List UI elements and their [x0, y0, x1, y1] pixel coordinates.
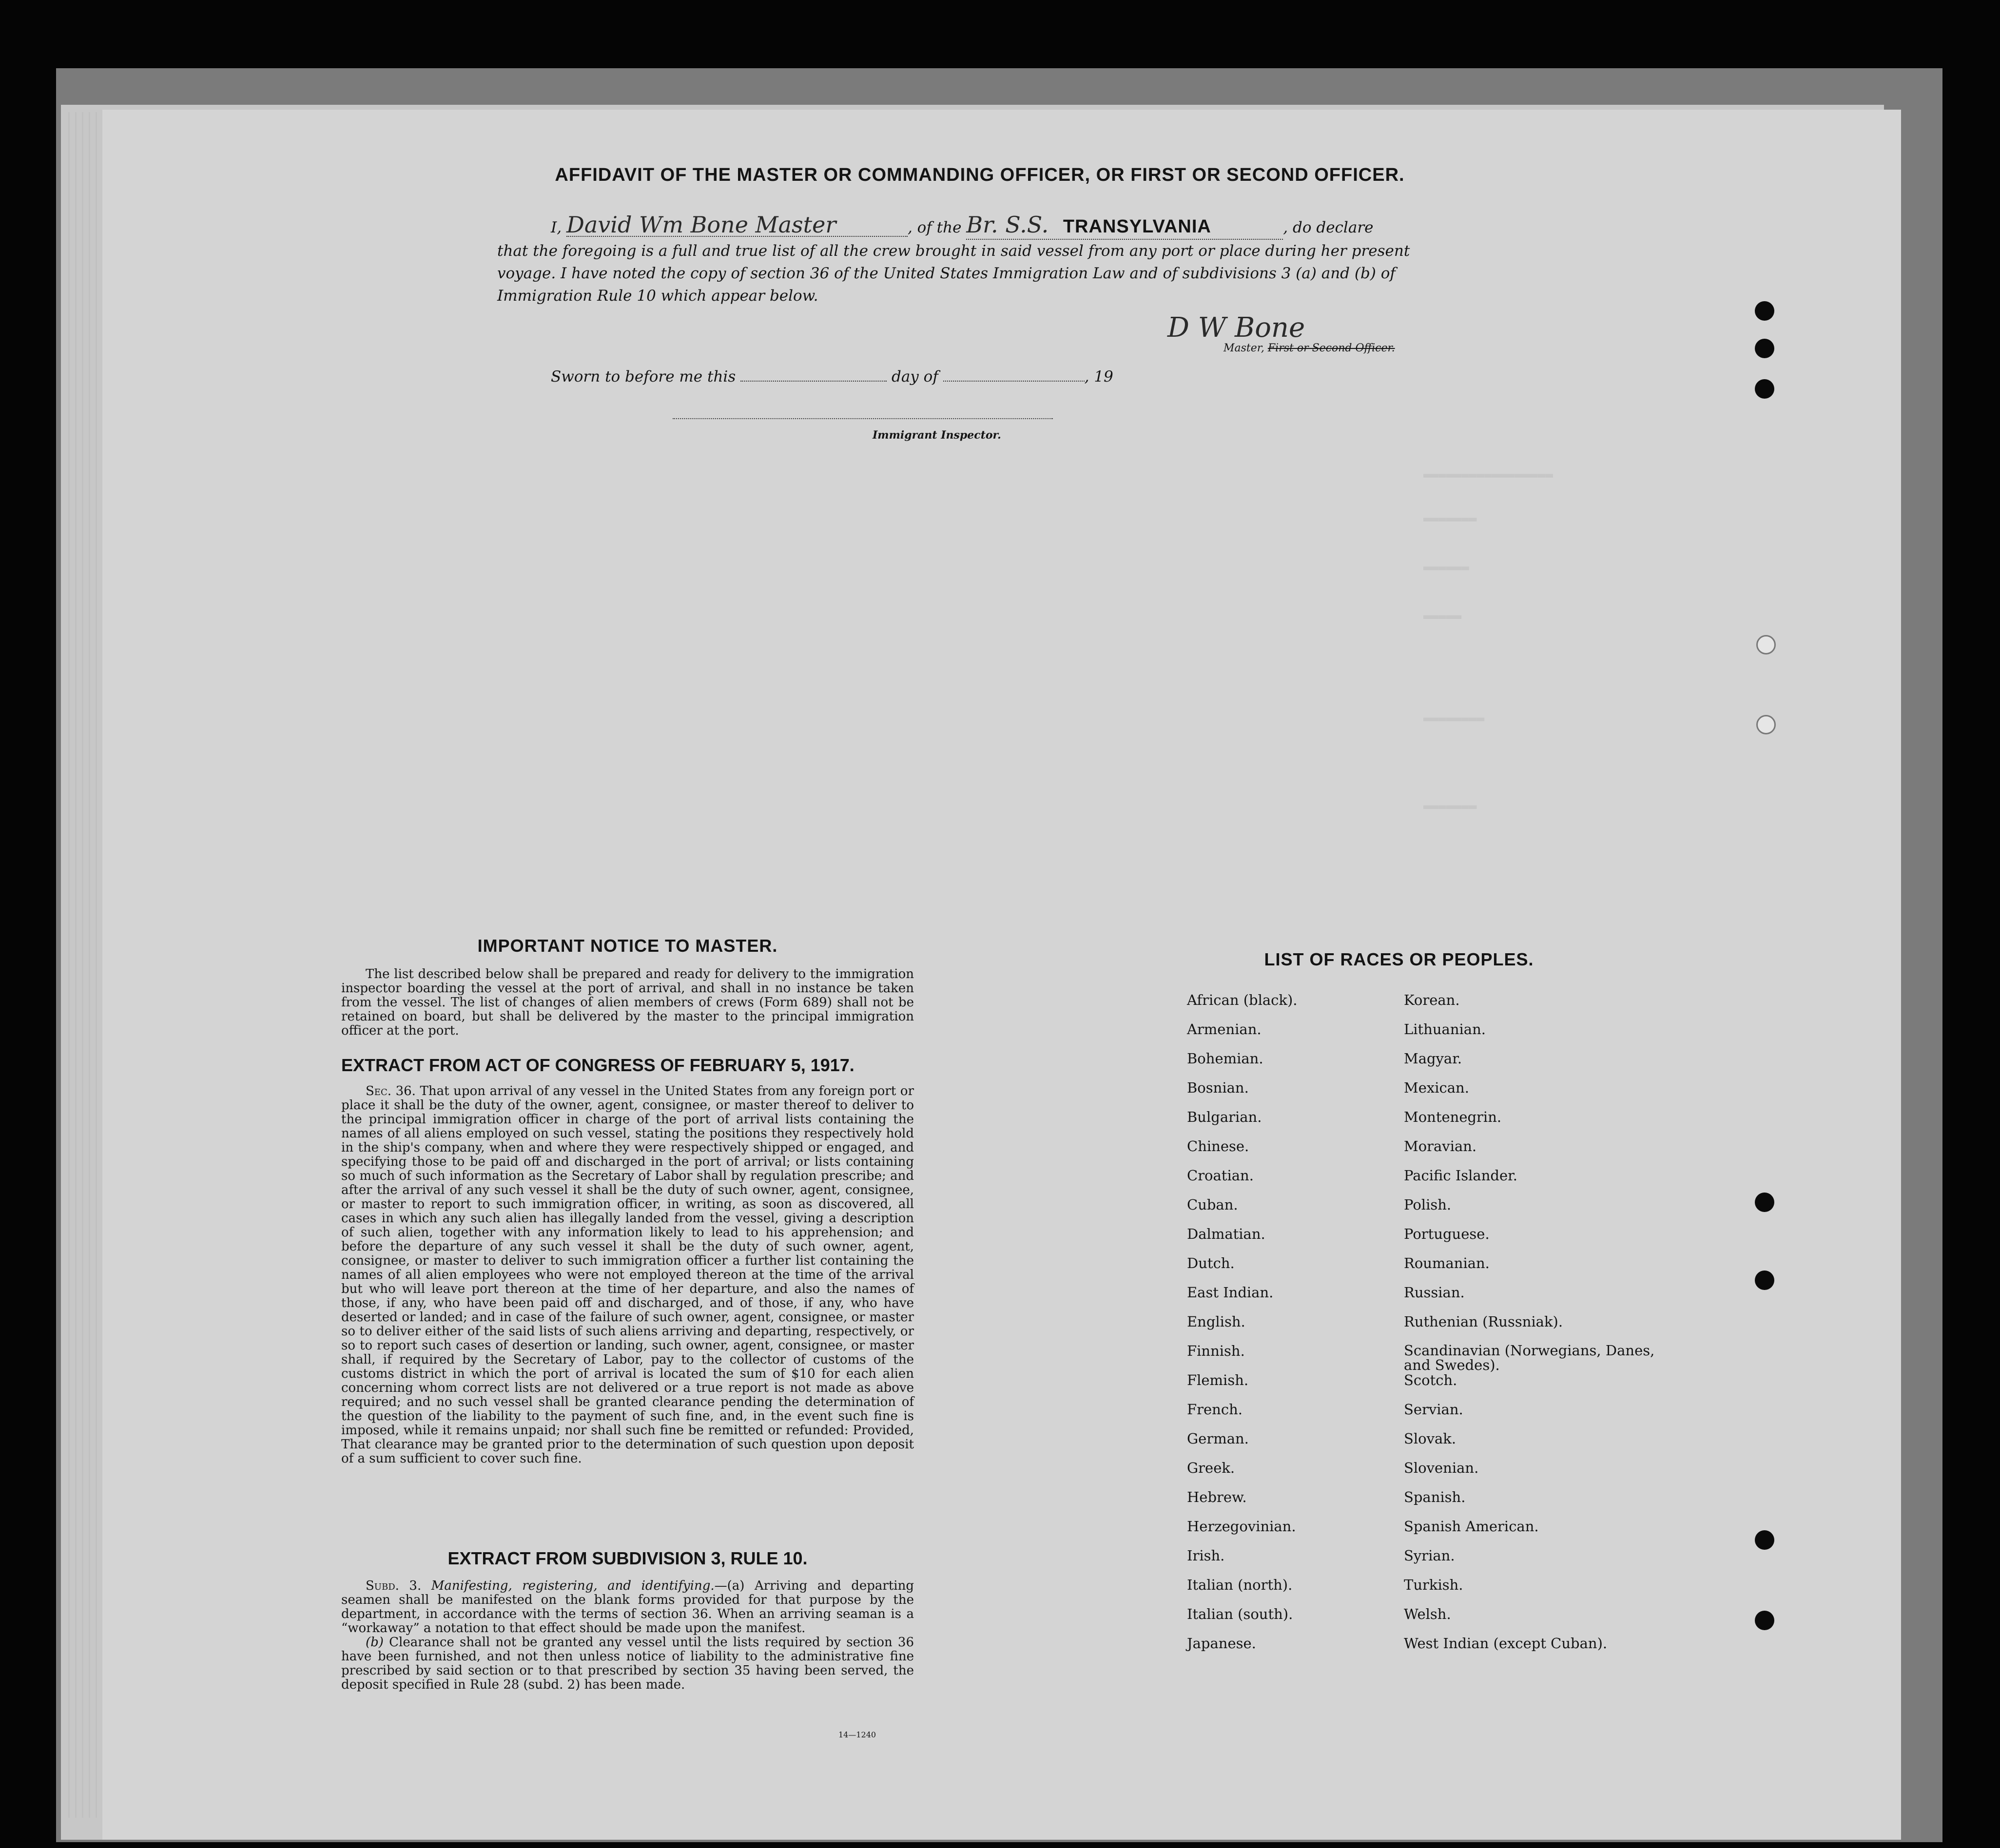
declarant-name-field: David Wm Bone Master	[566, 213, 908, 237]
ruled-edge-strips	[68, 112, 102, 1818]
punch-hole	[1755, 1193, 1774, 1212]
declaration-line	[497, 213, 1472, 240]
subd-heading: Manifesting, registering, and identifying.	[431, 1578, 715, 1593]
race-item: Pacific Islander.	[1404, 1167, 1518, 1184]
punch-hole	[1755, 1611, 1774, 1630]
bleed-through-text: ▬▬▬▬▬▬▬▬▬▬▬▬▬▬▬▬▬	[1423, 468, 1553, 482]
race-item: Roumanian.	[1404, 1255, 1490, 1271]
part-b-label: (b)	[366, 1635, 384, 1650]
day-of-label: day of	[891, 368, 938, 385]
punch-hole	[1755, 301, 1774, 321]
affidavit-title: AFFIDAVIT OF THE MASTER OR COMMANDING OFFICER, OR FIRST OR SECOND OFFICER.	[555, 165, 1405, 185]
notice-body: The list described below shall be prepared and ready for delivery to the immigration inspector boarding the vessel at the port of arrival, and shall in no instance be taken from the vessel. The list of changes of alien members of crews (Form 689) shall not be retained on board, but shall be delivered by the master to the principal immigration officer at the port.	[341, 967, 914, 1038]
race-item: Montenegrin.	[1404, 1109, 1502, 1125]
races-left-column	[1187, 992, 1392, 1665]
bleed-through-text: ▬▬▬▬▬▬	[1423, 560, 1469, 575]
race-item: Hebrew.	[1187, 1489, 1247, 1505]
race-item: Magyar.	[1404, 1050, 1462, 1067]
bleed-through-text: ▬▬▬▬▬▬▬▬	[1423, 712, 1485, 726]
year-prefix: , 19	[1084, 368, 1113, 385]
section-label: Sec. 36.	[366, 1084, 416, 1098]
punch-hole	[1756, 635, 1776, 654]
race-item: Russian.	[1404, 1284, 1465, 1301]
race-item: Syrian.	[1404, 1547, 1455, 1564]
declaration-body: that the foregoing is a full and true list of all the crew brought in said vessel from any port or place during her present voyage. I have noted the copy of section 36 of the United States Immigration Law and of subdivisions 3 (a) and (b) of Immigration Rule 10 which appear below.	[497, 242, 1410, 305]
of-the-label: , of the	[907, 219, 962, 236]
race-item: Japanese.	[1187, 1635, 1256, 1652]
subdivision-part-b	[341, 1636, 914, 1692]
race-item: Spanish.	[1404, 1489, 1466, 1505]
race-item: English.	[1187, 1313, 1245, 1330]
races-title: LIST OF RACES OR PEOPLES.	[1264, 949, 1534, 969]
vessel-type-handwritten: Br. S.S.	[966, 212, 1049, 238]
punch-hole	[1755, 1270, 1774, 1290]
race-item: Scotch.	[1404, 1372, 1457, 1388]
race-item: East Indian.	[1187, 1284, 1274, 1301]
race-item: Chinese.	[1187, 1138, 1249, 1155]
bleed-through-text: ▬▬▬▬▬	[1423, 609, 1462, 624]
notice-title: IMPORTANT NOTICE TO MASTER.	[477, 936, 778, 956]
race-item: Bulgarian.	[1187, 1109, 1262, 1125]
form-number: 14—1240	[838, 1730, 876, 1739]
subd-label: Subd. 3.	[366, 1578, 422, 1593]
affidavit-statement	[497, 213, 1472, 307]
race-item: Finnish.	[1187, 1343, 1245, 1359]
race-item: Turkish.	[1404, 1577, 1463, 1593]
race-item: Mexican.	[1404, 1079, 1469, 1096]
subd-part-b: Clearance shall not be granted any vessel until the lists required by section 36 have been furnished, and not then unless notice of liability to the administrative fine prescribed by said section or to that prescribed by section 35 having been served, the deposit specified in Rule 28 (subd. 2) has been made.	[341, 1635, 914, 1692]
race-item: Lithuanian.	[1404, 1021, 1486, 1038]
subdivision-part-a	[341, 1579, 914, 1636]
vessel-field	[966, 213, 1283, 240]
punch-hole	[1755, 1530, 1774, 1550]
race-item: Flemish.	[1187, 1372, 1249, 1388]
race-item: Moravian.	[1404, 1138, 1477, 1155]
sworn-day-field	[740, 381, 887, 382]
race-item: Irish.	[1187, 1547, 1225, 1564]
race-item: Cuban.	[1187, 1196, 1238, 1213]
race-item: Dalmatian.	[1187, 1226, 1265, 1242]
race-item: Italian (south).	[1187, 1606, 1293, 1622]
bleed-through-text: ▬▬▬▬▬▬▬	[1423, 512, 1477, 526]
sworn-text: Sworn to before me this	[551, 368, 736, 385]
race-item: West Indian (except Cuban).	[1404, 1635, 1608, 1652]
subd-part-a: —(a) Arriving and departing seamen shall be manifested on the blank forms provided for that purpose by the department, in accordance with the terms of section 36. When an arriving seaman is a “workaway” a notation to that effect should be made upon the manifest.	[341, 1578, 914, 1636]
race-item: Slovak.	[1404, 1430, 1456, 1447]
sworn-month-field	[943, 381, 1085, 382]
race-item: Slovenian.	[1404, 1460, 1479, 1476]
race-item: Croatian.	[1187, 1167, 1254, 1184]
race-item: Greek.	[1187, 1460, 1235, 1476]
race-item: Scandinavian (Norwegians, Danes, and Swedes).	[1404, 1342, 1655, 1373]
race-item: Ruthenian (Russniak).	[1404, 1313, 1563, 1330]
punch-hole	[1755, 379, 1774, 399]
race-item: Servian.	[1404, 1401, 1463, 1418]
act-extract-title: EXTRACT FROM ACT OF CONGRESS OF FEBRUARY 5, 1917.	[341, 1055, 854, 1075]
pronoun: I,	[551, 219, 562, 236]
race-item: Italian (north).	[1187, 1577, 1293, 1593]
race-item: Herzegovinian.	[1187, 1518, 1296, 1535]
signature: D W Bone	[1167, 312, 1305, 344]
race-item: Portuguese.	[1404, 1226, 1490, 1242]
section-body: That upon arrival of any vessel in the United States from any foreign port or place it shall be the duty of the owner, agent, consignee, or master thereof to deliver to the principal immigration officer in charge of the port of arrival lists containing the names of all aliens employed on such vessel, stating the positions they respectively hold in the ship's company, when and where they were respectively shipped or engaged, and specifying those to be paid off and discharged in the port of arrival; or lists containing so much of such information as the Secretary of Labor shall by regulation prescribe; and after the arrival of any such vessel it shall be the duty of such owner, agent, consignee, or master to report to such immigration officer, in writing, as soon as discovered, all cases in which any such alien has illegally landed from the vessel, giving a description of such alien, together with any information likely to lead to his apprehension; and before the departure of any such vessel it shall be the duty of such owner, agent, consignee, or master to deliver to such immigration officer a further list containing the names of all alien employees who were not employed thereon at the time of the arrival but who will leave port thereon at the time of her departure, and also the names of those, if any, who have been paid off and discharged, and of those, if any, who have deserted or landed; and in case of the failure of such owner, agent, consignee, or master so to deliver either of the said lists of such aliens arriving and departing, respectively, or so to report such cases of desertion or landing, such owner, agent, consignee, or master shall, if required by the Secretary of Labor, pay to the collector of customs of the customs district in which the port of arrival is located the sum of $10 for each alien concerning whom correct lists are not delivered or a true report is not made as above required; and no such vessel shall be granted clearance pending the determination of the question of the liability to the payment of such fine, and, in the event such fine is imposed, while it remains unpaid; nor shall such fine be remitted or refunded: Provided, That clearance may be granted prior to the determination of such question upon deposit of a sum sufficient to cover such fine.	[341, 1084, 914, 1466]
race-item: Polish.	[1404, 1196, 1452, 1213]
race-item: Dutch.	[1187, 1255, 1235, 1271]
race-item: Spanish American.	[1404, 1518, 1539, 1535]
bleed-through-text: ▬▬▬▬▬▬▬	[1423, 799, 1477, 814]
section-36-text	[341, 1084, 914, 1466]
race-item: African (black).	[1187, 992, 1298, 1008]
race-item: Korean.	[1404, 992, 1460, 1008]
inspector-label: Immigrant Inspector.	[873, 429, 1001, 442]
vessel-name: TRANSYLVANIA	[1063, 216, 1211, 237]
race-item: Armenian.	[1187, 1021, 1262, 1038]
signature-label-master: Master,	[1223, 342, 1264, 354]
signature-label	[1223, 342, 1428, 354]
rule-extract-title: EXTRACT FROM SUBDIVISION 3, RULE 10.	[447, 1548, 808, 1568]
race-item: Bosnian.	[1187, 1079, 1249, 1096]
inspector-signature-line	[673, 418, 1053, 419]
punch-hole	[1755, 339, 1774, 358]
race-item: French.	[1187, 1401, 1243, 1418]
do-declare-label: , do declare	[1283, 219, 1374, 236]
sworn-line	[551, 368, 1184, 385]
race-item: German.	[1187, 1430, 1249, 1447]
race-item: Bohemian.	[1187, 1050, 1263, 1067]
race-item: Welsh.	[1404, 1606, 1451, 1622]
punch-hole	[1756, 715, 1776, 734]
subdivision-3-text	[341, 1579, 914, 1692]
races-right-column	[1404, 992, 1657, 1665]
signature-label-struck: First or Second Officer.	[1267, 342, 1395, 354]
